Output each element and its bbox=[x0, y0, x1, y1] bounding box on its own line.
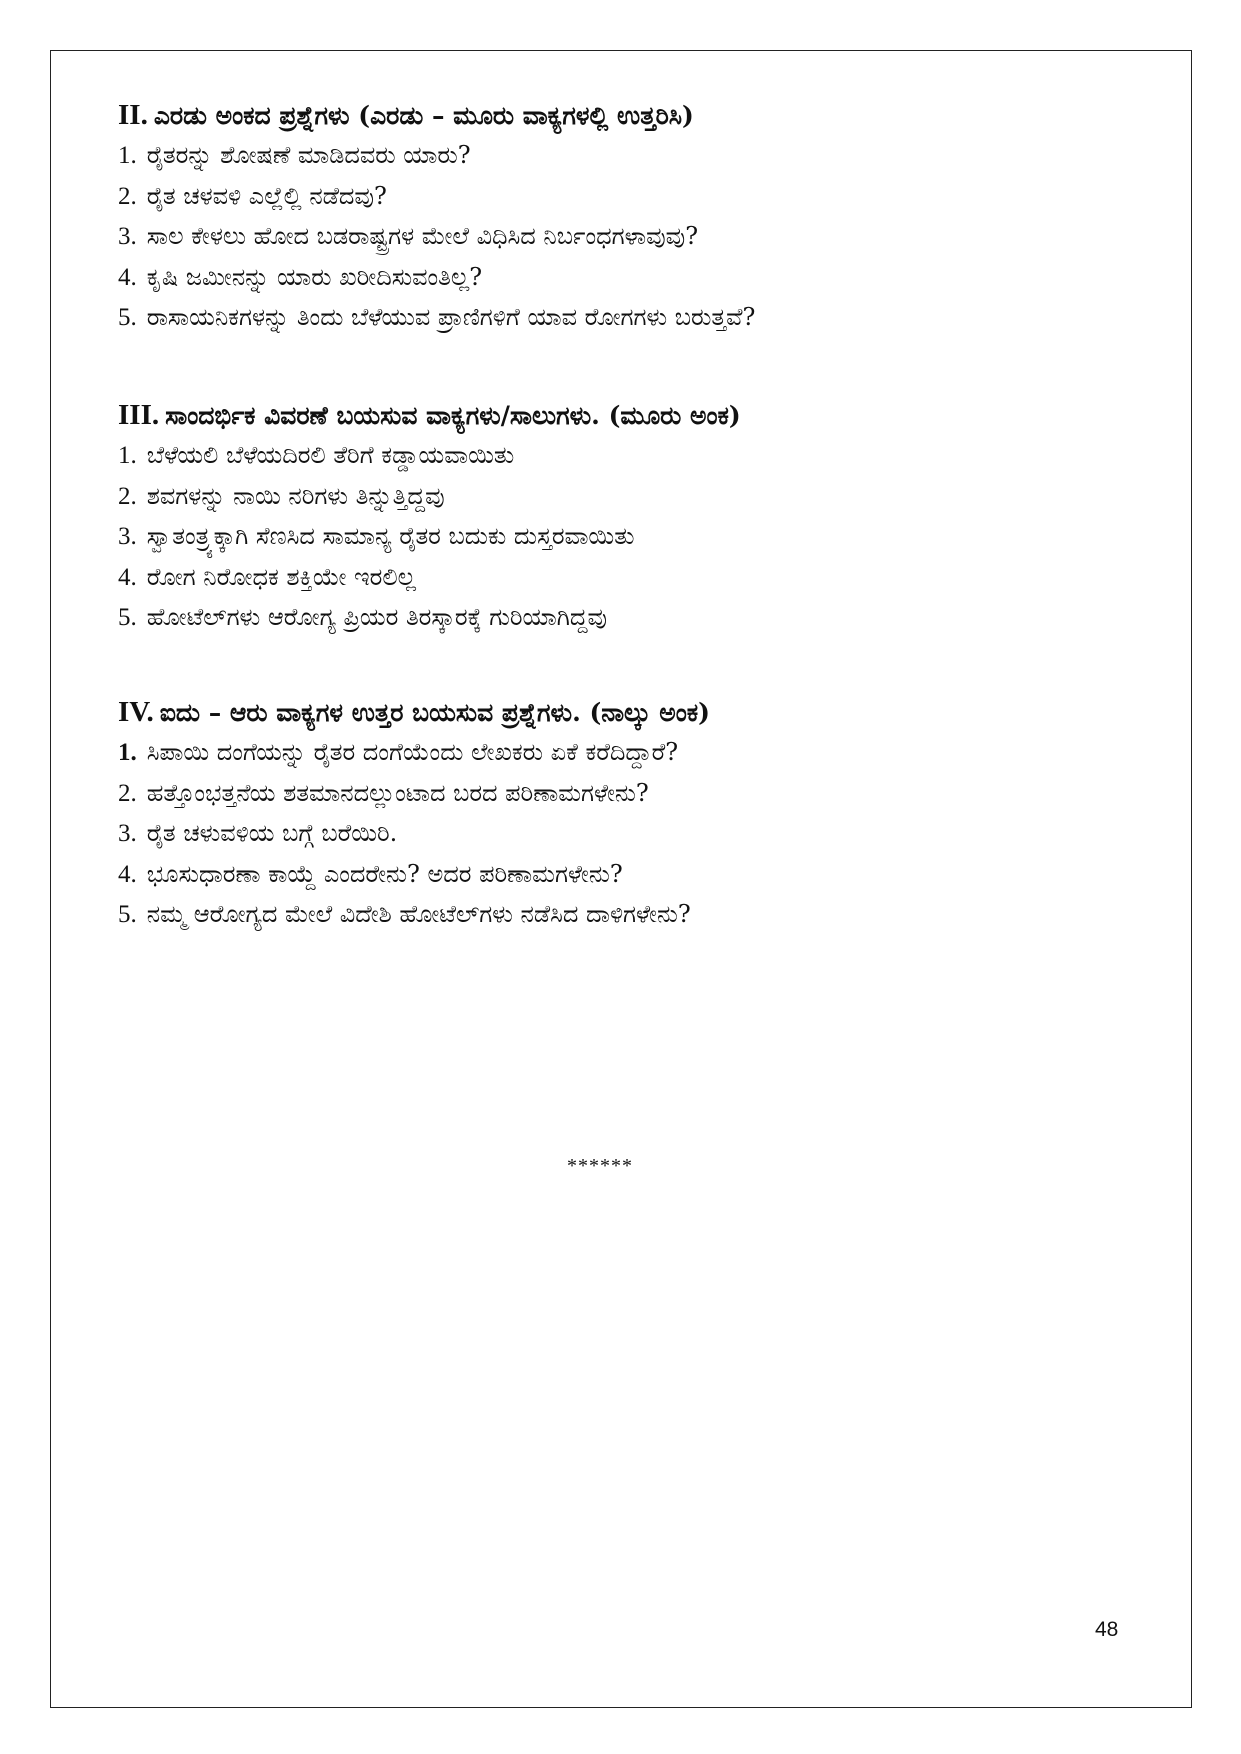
section-four bbox=[118, 692, 1158, 935]
section-two bbox=[118, 95, 1158, 338]
list-item bbox=[118, 894, 1158, 935]
list-item bbox=[118, 216, 1158, 257]
section-two-list bbox=[118, 135, 1158, 338]
list-item bbox=[118, 597, 1158, 638]
item-text: ನಮ್ಮ ಆರೋಗ್ಯದ ಮೇಲೆ ವಿದೇಶಿ ಹೋಟೆಲ್‌ಗಳು ನಡೆಸಿದ ದಾಳಿಗಳೇನು? bbox=[146, 900, 691, 928]
item-text: ಭೂಸುಧಾರಣಾ ಕಾಯ್ದೆ ಎಂದರೇನು? ಅದರ ಪರಿಣಾಮಗಳೇನು? bbox=[146, 859, 623, 888]
item-text: ಹತ್ತೊಂಭತ್ತನೆಯ ಶತಮಾನದಲ್ಲುಂಟಾದ ಬರದ ಪರಿಣಾಮಗಳೇನು? bbox=[146, 778, 649, 807]
item-number: 4. bbox=[118, 563, 137, 591]
section-separator: ****** bbox=[567, 1155, 633, 1177]
list-item bbox=[118, 476, 1158, 517]
section-three bbox=[118, 395, 1158, 638]
item-text: ರಾಸಾಯನಿಕಗಳನ್ನು ತಿಂದು ಬೆಳೆಯುವ ಪ್ರಾಣಿಗಳಿಗೆ ಯಾವ ರೋಗಗಳು ಬರುತ್ತವೆ? bbox=[146, 303, 756, 331]
item-number: 1. bbox=[118, 142, 137, 169]
list-item bbox=[118, 297, 1158, 338]
item-number: 3. bbox=[118, 223, 137, 250]
list-item bbox=[118, 257, 1158, 298]
section-three-numeral: III. bbox=[118, 399, 160, 431]
item-number: 3. bbox=[118, 523, 137, 550]
item-number: 5. bbox=[118, 604, 137, 631]
section-four-title: ಐದು – ಆರು ವಾಕ್ಯಗಳ ಉತ್ತರ ಬಯಸುವ ಪ್ರಶ್ನೆಗಳು. (ನಾಲ್ಕು ಅಂಕ) bbox=[159, 698, 710, 727]
section-four-numeral: IV. bbox=[118, 696, 154, 728]
item-text: ಸ್ವಾತಂತ್ರ್ಯಕ್ಕಾಗಿ ಸೆಣಸಿದ ಸಾಮಾನ್ಯ ರೈತರ ಬದುಕು ದುಸ್ತರವಾಯಿತು bbox=[146, 522, 635, 550]
item-number: 2. bbox=[118, 482, 137, 510]
section-two-title: ಎರಡು ಅಂಕದ ಪ್ರಶ್ನೆಗಳು (ಎರಡು – ಮೂರು ವಾಕ್ಯಗಳಲ್ಲಿ ಉತ್ತರಿಸಿ) bbox=[153, 101, 694, 130]
section-three-title: ಸಾಂದರ್ಭಿಕ ವಿವರಣೆ ಬಯಸುವ ವಾಕ್ಯಗಳು/ಸಾಲುಗಳು. (ಮೂರು ಅಂಕ) bbox=[165, 401, 741, 430]
list-item bbox=[118, 516, 1158, 557]
list-item bbox=[118, 732, 1158, 773]
item-number: 4. bbox=[118, 860, 137, 888]
page-number: 48 bbox=[1095, 1618, 1119, 1641]
section-four-heading bbox=[118, 692, 1158, 732]
list-item bbox=[118, 135, 1158, 176]
item-number: 1. bbox=[118, 739, 137, 766]
section-three-heading bbox=[118, 395, 1158, 435]
item-text: ರೈತರನ್ನು ಶೋಷಣೆ ಮಾಡಿದವರು ಯಾರು? bbox=[146, 141, 471, 169]
item-text: ರೈತ ಚಳುವಳಿಯ ಬಗ್ಗೆ ಬರೆಯಿರಿ. bbox=[146, 819, 398, 847]
section-two-numeral: II. bbox=[118, 99, 148, 131]
list-item bbox=[118, 854, 1158, 895]
list-item bbox=[118, 813, 1158, 854]
section-four-list bbox=[118, 732, 1158, 935]
list-item bbox=[118, 557, 1158, 598]
item-number: 3. bbox=[118, 820, 137, 847]
item-text: ರೈತ ಚಳವಳಿ ಎಲ್ಲೆಲ್ಲಿ ನಡೆದವು? bbox=[146, 181, 387, 210]
list-item bbox=[118, 435, 1158, 476]
item-number: 5. bbox=[118, 304, 137, 331]
item-number: 4. bbox=[118, 263, 137, 291]
item-text: ಸಾಲ ಕೇಳಲು ಹೋದ ಬಡರಾಷ್ಟ್ರಗಳ ಮೇಲೆ ವಿಧಿಸಿದ ನಿರ್ಬಂಧಗಳಾವುವು? bbox=[146, 222, 699, 250]
item-number: 5. bbox=[118, 901, 137, 928]
item-number: 2. bbox=[118, 779, 137, 807]
item-text: ಹೋಟೆಲ್‌ಗಳು ಆರೋಗ್ಯ ಪ್ರಿಯರ ತಿರಸ್ಕಾರಕ್ಕೆ ಗುರಿಯಾಗಿದ್ದವು bbox=[146, 603, 608, 631]
section-two-heading bbox=[118, 95, 1158, 135]
item-text: ರೋಗ ನಿರೋಧಕ ಶಕ್ತಿಯೇ ಇರಲಿಲ್ಲ bbox=[146, 562, 417, 591]
item-number: 2. bbox=[118, 182, 137, 210]
section-three-list bbox=[118, 435, 1158, 638]
item-text: ಬೆಳೆಯಲಿ ಬೆಳೆಯದಿರಲಿ ತೆರಿಗೆ ಕಡ್ಡಾಯವಾಯಿತು bbox=[146, 441, 515, 469]
list-item bbox=[118, 773, 1158, 814]
item-text: ಕೃಷಿ ಜಮೀನನ್ನು ಯಾರು ಖರೀದಿಸುವಂತಿಲ್ಲ? bbox=[146, 262, 483, 291]
item-text: ಶವಗಳನ್ನು ನಾಯಿ ನರಿಗಳು ತಿನ್ನುತ್ತಿದ್ದವು bbox=[146, 481, 445, 510]
item-number: 1. bbox=[118, 442, 137, 469]
item-text: ಸಿಪಾಯಿ ದಂಗೆಯನ್ನು ರೈತರ ದಂಗೆಯೆಂದು ಲೇಖಕರು ಏಕೆ ಕರೆದಿದ್ದಾರೆ? bbox=[146, 738, 679, 766]
list-item bbox=[118, 176, 1158, 217]
